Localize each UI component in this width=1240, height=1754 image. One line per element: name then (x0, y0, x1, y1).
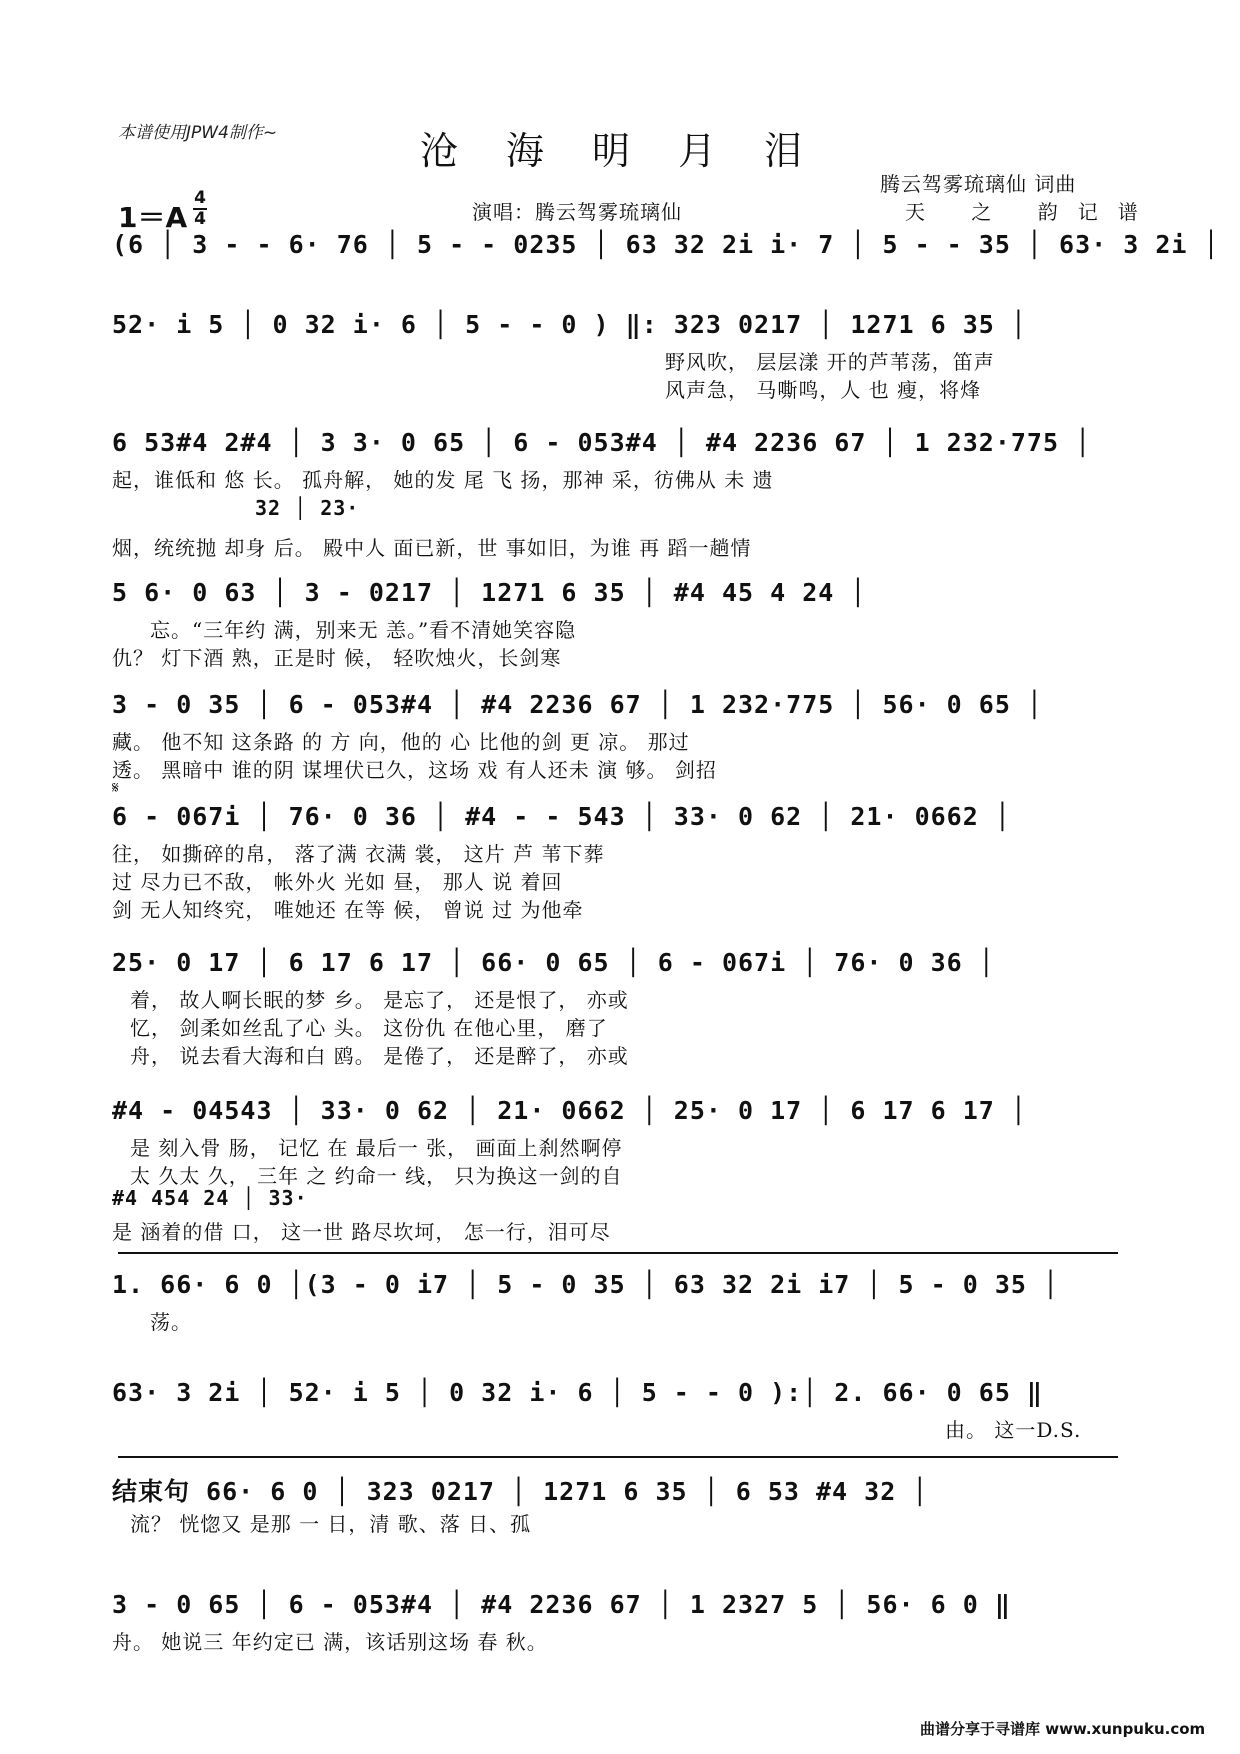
segno-icon: 𝄋 (112, 778, 119, 797)
score-system-7: 25· 0 17 │ 6 17 6 17 │ 66· 0 65 │ 6 - 067i │ 76· 0 36 │ (112, 948, 995, 977)
score-system-12: 结束句 66· 6 0 │ 323 0217 │ 1271 6 35 │ 6 53 #4 32 │ (112, 1477, 929, 1506)
key-signature: 1＝A (118, 201, 188, 234)
footer-source: 曲谱分享于寻谱库 www.xunpuku.com (920, 1720, 1206, 1738)
score-system-6: 6 - 067i │ 76· 0 36 │ #4 - - 543 │ 33· 0 62 │ 21· 0662 │ (112, 802, 1011, 831)
lyric-line: 忆， 剑柔如丝乱了心 头。 这份仇 在他心里， 磨了 (130, 1016, 608, 1040)
singer-credit: 演唱：腾云驾雾琉璃仙 (472, 200, 682, 224)
credit-note: 本谱使用JPW4制作~ (118, 123, 278, 143)
time-signature-bottom: 4 (194, 209, 206, 229)
lyric-line: 流？ 恍惚又 是那 一 日，清 歌、落 日、孤 (130, 1512, 532, 1536)
lyric-line: 风声急， 马嘶鸣，人 也 瘦，将烽 (665, 378, 982, 402)
lyric-line: 野风吹， 层层漾 开的芦苇荡，笛声 (665, 350, 995, 374)
lyric-line: 着， 故人啊长眠的梦 乡。 是忘了， 还是恨了， 亦或 (130, 988, 629, 1012)
lyric-inline-notes: 32 │ 23· (255, 496, 360, 520)
song-title: 沧 海 明 月 泪 (419, 129, 821, 173)
lyric-line: 起，谁低和 悠 长。 孤舟解， 她的发 尾 飞 扬，那神 采，彷佛从 未 遗 (112, 468, 774, 492)
lyric-line: 太 久太 久， 三年 之 约命一 线， 只为换这一剑的自 (130, 1164, 623, 1188)
score-system-10: 1. 66· 6 0 │(3 - 0 i7 │ 5 - 0 35 │ 63 32 2i i7 │ 5 - 0 35 │ (112, 1270, 1060, 1299)
lyric-line: 是 涵着的借 口， 这一世 路尽坎坷， 怎一行，泪可尽 (112, 1220, 611, 1244)
score-system-3: 6 53#4 2#4 │ 3 3· 0 65 │ 6 - 053#4 │ #4 2236 67 │ 1 232·775 │ (112, 428, 1092, 457)
score-system-9: #4 454 24 │ 33· (112, 1186, 308, 1210)
lyric-line: 忘。“三年约 满，别来无 恙。”看不清她笑容隐 (150, 618, 577, 642)
lyric-line: 舟， 说去看大海和白 鸥。 是倦了， 还是醉了， 亦或 (130, 1044, 629, 1068)
lyric-line: 藏。 他不知 这条路 的 方 向，他的 心 比他的剑 更 凉。 那过 (112, 730, 690, 754)
score-system-2: 52· i 5 │ 0 32 i· 6 │ 5 - - 0 ) ‖: 323 0217 │ 1271 6 35 │ (112, 310, 1027, 339)
lyric-line: 由。 这一D.S. (945, 1418, 1082, 1442)
score-system-13: 3 - 0 65 │ 6 - 053#4 │ #4 2236 67 │ 1 2327 5 │ 56· 6 0 ‖ (112, 1590, 1011, 1619)
score-system-8: #4 - 04543 │ 33· 0 62 │ 21· 0662 │ 25· 0 17 │ 6 17 6 17 │ (112, 1096, 1027, 1125)
lyric-line: 剑 无人知终究， 唯她还 在等 候， 曾说 过 为他牵 (112, 898, 584, 922)
time-signature (193, 190, 207, 228)
lyric-line: 过 尽力已不敌， 帐外火 光如 昼， 那人 说 着回 (112, 870, 563, 894)
ending-bracket (118, 1456, 1118, 1458)
volta-bracket-1 (118, 1252, 1118, 1254)
score-system-11: 63· 3 2i │ 52· i 5 │ 0 32 i· 6 │ 5 - - 0 ):│ 2. 66· 0 65 ‖ (112, 1378, 1043, 1407)
score-system-4: 5 6· 0 63 │ 3 - 0217 │ 1271 6 35 │ #4 45 4 24 │ (112, 578, 867, 607)
transcriber-credit: 天 之 韵记谱 (905, 200, 1158, 224)
score-system-5: 3 - 0 35 │ 6 - 053#4 │ #4 2236 67 │ 1 232·775 │ 56· 0 65 │ (112, 690, 1043, 719)
lyric-line: 往， 如撕碎的帛， 落了满 衣满 裳， 这片 芦 苇下葬 (112, 842, 605, 866)
lyric-line: 是 刻入骨 肠， 记忆 在 最后一 张， 画面上刹然啊停 (130, 1136, 623, 1160)
composer-credit: 腾云驾雾琉璃仙 词曲 (880, 172, 1077, 196)
lyric-line: 荡。 (150, 1310, 192, 1334)
time-signature-top: 4 (194, 188, 206, 208)
lyric-line: 烟，统统抛 却身 后。 殿中人 面已新，世 事如旧，为谁 再 蹈一趟情 (112, 536, 752, 560)
lyric-line: 透。 黑暗中 谁的阴 谋埋伏已久，这场 戏 有人还未 演 够。 剑招 (112, 758, 717, 782)
lyric-line: 舟。 她说三 年约定已 满，该话别这场 春 秋。 (112, 1630, 548, 1654)
score-system-1: (6 │ 3 - - 6· 76 │ 5 - - 0235 │ 63 32 2i i· 7 │ 5 - - 35 │ 63· 3 2i │ (112, 230, 1220, 259)
lyric-line: 仇？ 灯下酒 熟，正是时 候， 轻吹烛火，长剑寒 (112, 646, 562, 670)
